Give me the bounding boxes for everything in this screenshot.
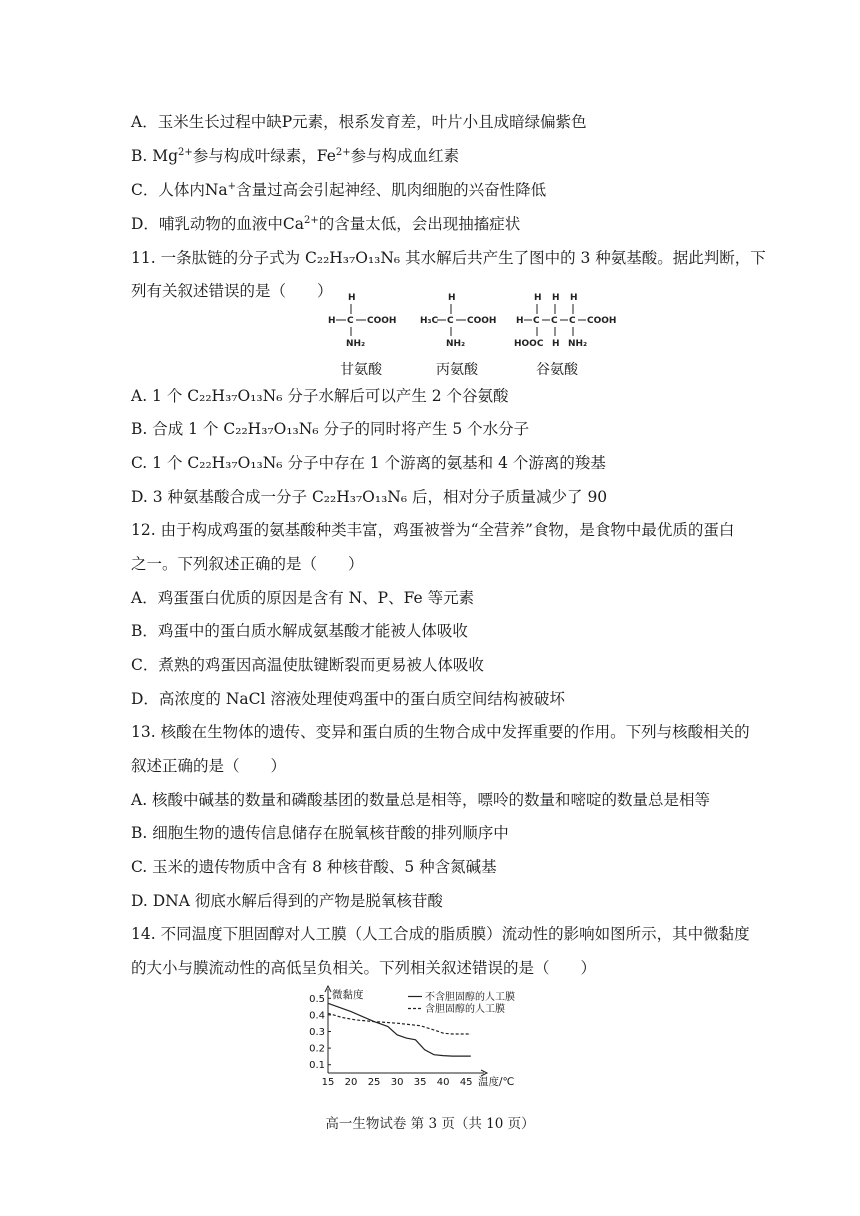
q12-option-a: A．鸡蛋蛋白优质的原因是含有 N、P、Fe 等元素	[131, 589, 475, 607]
q12-stem-line1: 12. 由于构成鸡蛋的氨基酸种类丰富，鸡蛋被誉为“全营养”食物，是食物中最优质的蛋白	[131, 521, 735, 539]
membrane-viscosity-chart	[300, 984, 550, 1094]
x-tick-label: 30	[390, 1077, 404, 1088]
svg-text:NH₂: NH₂	[568, 339, 588, 349]
svg-text:H: H	[448, 293, 456, 303]
x-tick-label: 20	[344, 1077, 358, 1088]
svg-text:H: H	[570, 293, 578, 303]
amino-acid-structures-figure	[320, 288, 630, 380]
page-footer: 高一生物试卷 第 3 页（共 10 页）	[325, 1116, 535, 1132]
q13-option-d: D. DNA 彻底水解后得到的产物是脱氧核苷酸	[131, 892, 443, 910]
svg-text:COOH: COOH	[467, 316, 497, 326]
q11-option-a: A. 1 个 C₂₂H₃₇O₁₃N₆ 分子水解后可以产生 2 个谷氨酸	[131, 387, 509, 405]
legend-label-2: 含胆固醇的人工膜	[425, 1004, 505, 1015]
x-tick-label: 45	[459, 1077, 473, 1088]
y-tick-label: 0.2	[309, 1043, 325, 1055]
amino-name-glutamic-acid: 谷氨酸	[536, 362, 578, 378]
svg-text:C: C	[569, 316, 576, 326]
svg-text:NH₂: NH₂	[446, 339, 466, 349]
x-axis-label: 温度/℃	[478, 1076, 515, 1088]
q14-stem-line1: 14. 不同温度下胆固醇对人工膜（人工合成的脂质膜）流动性的影响如图所示，其中微黏度	[131, 925, 750, 943]
svg-text:C: C	[347, 316, 354, 326]
svg-text:H: H	[516, 316, 524, 326]
svg-text:C: C	[551, 316, 558, 326]
q13-option-b: B. 细胞生物的遗传信息储存在脱氧核苷酸的排列顺序中	[131, 824, 509, 842]
series-line-2	[328, 1013, 471, 1034]
svg-text:HOOC: HOOC	[514, 339, 544, 349]
q12-option-d: D．高浓度的 NaCl 溶液处理使鸡蛋中的蛋白质空间结构被破坏	[131, 690, 565, 708]
y-axis-label: 微黏度	[332, 989, 364, 1001]
svg-text:C: C	[447, 316, 454, 326]
amino-name-alanine: 丙氨酸	[436, 362, 478, 378]
svg-text:H: H	[328, 316, 336, 326]
x-tick-label: 25	[367, 1077, 381, 1088]
q11-stem-line1: 11. 一条肽链的分子式为 C₂₂H₃₇O₁₃N₆ 其水解后共产生了图中的 3 种氨基酸。据此判断，下	[131, 249, 766, 267]
glycine-structure	[328, 293, 396, 349]
svg-text:C: C	[533, 316, 540, 326]
y-tick-label: 0.4	[309, 1010, 325, 1022]
q11-option-c: C. 1 个 C₂₂H₃₇O₁₃N₆ 分子中存在 1 个游离的氨基和 4 个游离的羧基	[131, 454, 606, 472]
legend-label-1: 不含胆固醇的人工膜	[425, 992, 515, 1003]
q12-option-b: B．鸡蛋中的蛋白质水解成氨基酸才能被人体吸收	[131, 622, 468, 640]
q14-stem-line2: 的大小与膜流动性的高低呈负相关。下列相关叙述错误的是（ ）	[131, 959, 597, 977]
q10-option-c: C．人体内Na+含量过高会引起神经、肌肉细胞的兴奋性降低	[131, 180, 547, 199]
q11-stem-line2: 列有关叙述错误的是（ ）	[131, 282, 333, 300]
x-tick-label: 40	[436, 1077, 450, 1088]
alanine-structure	[420, 293, 496, 349]
svg-text:H: H	[534, 293, 542, 303]
q11-option-d: D. 3 种氨基酸合成一分子 C₂₂H₃₇O₁₃N₆ 后，相对分子质量减少了 90	[131, 488, 608, 506]
glutamic-acid-structure	[514, 293, 616, 349]
q10-option-b: B. $Mg^{2+}$参与构成叶绿素，$Fe^{2+}$参与构成血红素	[131, 146, 460, 165]
q13-option-a: A. 核酸中碱基的数量和磷酸基团的数量总是相等，嘌呤的数量和嘧啶的数量总是相等	[131, 791, 711, 809]
q13-option-c: C. 玉米的遗传物质中含有 8 种核苷酸、5 种含氮碱基	[131, 858, 497, 876]
q10-option-a: A．玉米生长过程中缺P元素，根系发育差，叶片小且成暗绿偏紫色	[131, 113, 587, 131]
q11-option-b: B. 合成 1 个 C₂₂H₃₇O₁₃N₆ 分子的同时将产生 5 个水分子	[131, 420, 530, 438]
q12-stem-line2: 之一。下列叙述正确的是（ ）	[131, 555, 364, 573]
amino-name-glycine: 甘氨酸	[340, 362, 382, 378]
y-tick-label: 0.5	[309, 993, 325, 1005]
svg-text:H: H	[348, 293, 356, 303]
svg-text:COOH: COOH	[367, 316, 397, 326]
svg-text:H: H	[552, 339, 560, 349]
y-tick-label: 0.1	[309, 1060, 325, 1072]
q13-stem-line2: 叙述正确的是（ ）	[131, 757, 287, 775]
x-tick-label: 35	[413, 1077, 427, 1088]
x-tick-label: 15	[321, 1077, 335, 1088]
svg-text:H₃C: H₃C	[420, 316, 439, 326]
svg-text:H: H	[552, 293, 560, 303]
q10-option-d: D．哺乳动物的血液中$Ca^{2+}$的含量太低，会出现抽搐症状	[131, 214, 521, 233]
q12-option-c: C．煮熟的鸡蛋因高温使肽键断裂而更易被人体吸收	[131, 656, 484, 674]
q13-stem-line1: 13. 核酸在生物体的遗传、变异和蛋白质的生物合成中发挥重要的作用。下列与核酸相关的	[131, 723, 750, 741]
svg-text:COOH: COOH	[587, 316, 617, 326]
y-tick-label: 0.3	[309, 1027, 325, 1039]
svg-text:NH₂: NH₂	[346, 339, 366, 349]
